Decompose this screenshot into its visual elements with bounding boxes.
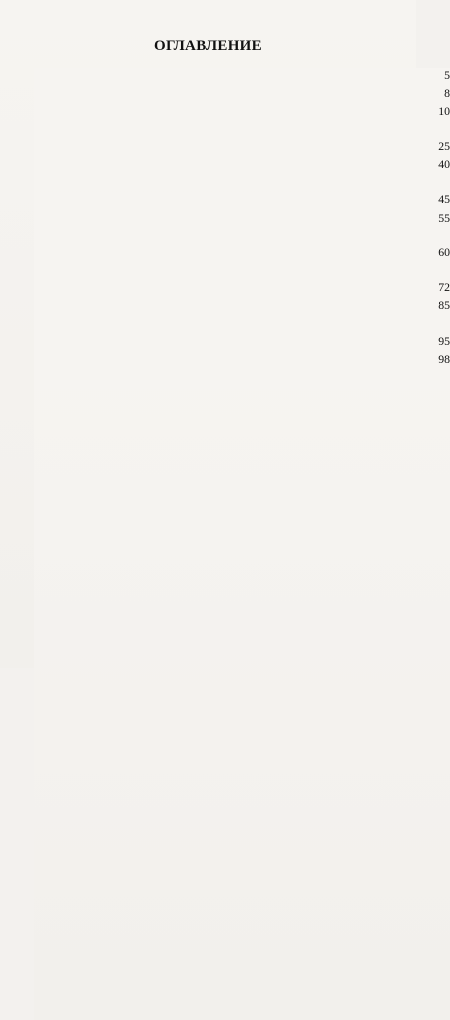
toc-entry bbox=[34, 211, 450, 245]
toc-page-number: 8 bbox=[34, 86, 450, 754]
toc-entry bbox=[34, 280, 450, 295]
toc-page-number: 25 bbox=[34, 139, 450, 807]
toc-page-number: 40 bbox=[34, 157, 450, 825]
toc-entry bbox=[34, 86, 450, 101]
toc-entry bbox=[34, 334, 450, 349]
toc-entry bbox=[34, 245, 450, 279]
toc-entry bbox=[34, 157, 450, 191]
page-title: ОГЛАВЛЕНИЕ bbox=[154, 38, 262, 54]
toc-page-number: 10 bbox=[34, 104, 450, 772]
toc-page-number: 85 bbox=[34, 298, 450, 966]
toc-entry bbox=[34, 298, 450, 332]
toc-page-number: 55 bbox=[34, 211, 450, 879]
toc-page-number: 5 bbox=[34, 68, 450, 736]
toc-page-number: 60 bbox=[34, 245, 450, 913]
toc-entry bbox=[34, 352, 450, 367]
toc-page-number: 72 bbox=[34, 280, 450, 948]
toc-page-number: 95 bbox=[34, 334, 450, 1002]
toc-entry bbox=[34, 104, 450, 138]
toc-entry bbox=[34, 68, 450, 83]
toc-entry bbox=[34, 192, 450, 207]
toc-page-number: 45 bbox=[34, 192, 450, 860]
toc-entry bbox=[34, 139, 450, 154]
toc-page-number: 98 bbox=[34, 352, 450, 1020]
